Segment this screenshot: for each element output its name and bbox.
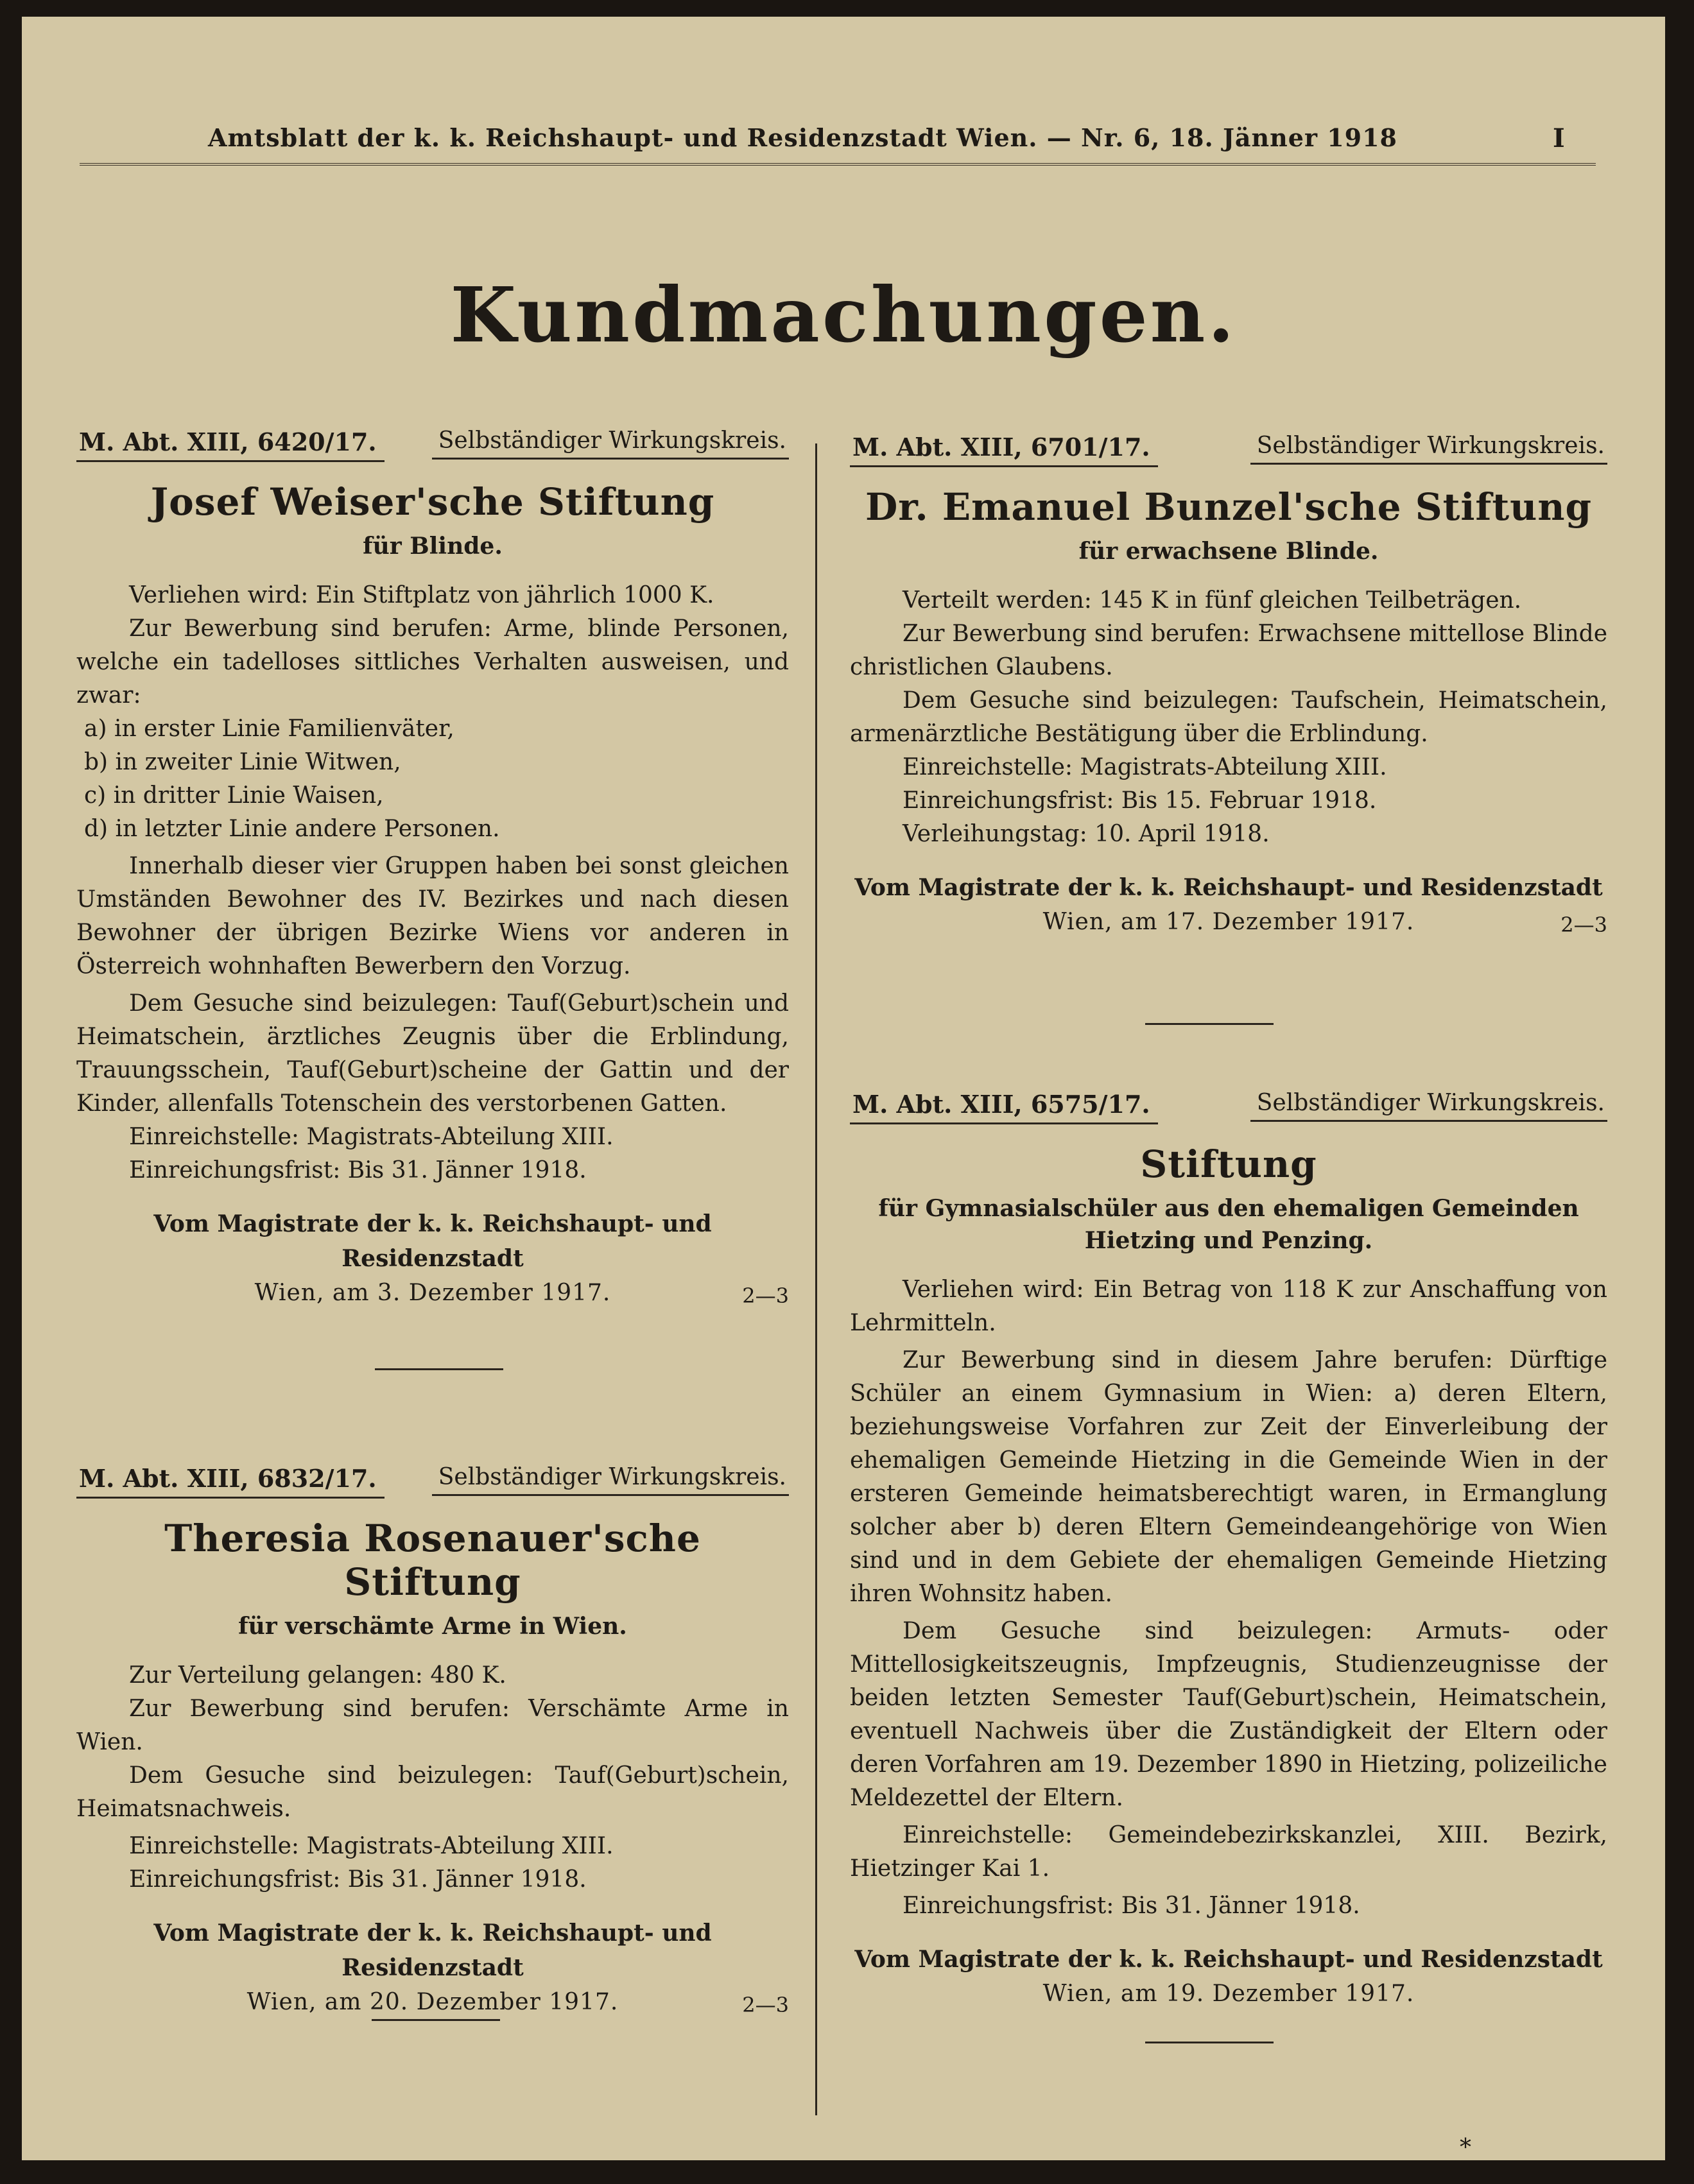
notice-date: Wien, am 19. Dezember 1917. [1042,1981,1415,2007]
notice-paragraph: Dem Gesuche sind beizulegen: Tauf(Geburt)schein und Heimatschein, ärztliches Zeugnis über die Erblindung, Trauungsschein, Tauf(Geburt)scheine der Gattin und der Kinder, allenfalls Totenschein des verstorbenen Gatten. [76,990,789,1117]
notice-subtitle: für erwachsene Blinde. [1078,538,1379,565]
notice-paragraph: Zur Verteilung gelangen: 480 K. [129,1662,506,1689]
list-item: d) in letzter Linie andere Personen. [84,816,500,842]
notice-deadline: Einreichungsfrist: Bis 31. Jänner 1918. [903,1893,1360,1919]
notice-submission-office: Einreichstelle: Magistrats-Abteilung XIII. [129,1124,614,1150]
main-title: Kundmachungen. [450,270,1237,359]
notice-paragraph: Dem Gesuche sind beizulegen: Taufschein, Heimatschein, armenärztliche Bestätigung über die Erblindung. [850,687,1607,747]
notice-subtitle: für Blinde. [363,533,503,560]
notice-subtitle: für verschämte Arme in Wien. [238,1613,627,1640]
notice-paragraph: Innerhalb dieser vier Gruppen haben bei sonst gleichen Umständen Bewohner des IV. Bezirkes und nach diesen Bewohner der übrigen Bezirke Wiens vor anderen in Österreich wohnhaften Bewerbern den Vorzug. [76,853,789,979]
notice-ref-number: M. Abt. XIII, 6701/17. [850,433,1158,467]
notice-paragraph: Verliehen wird: Ein Stiftplatz von jährlich 1000 K. [129,582,714,608]
separator-rule [372,2019,500,2021]
notice-body [76,579,789,1187]
notice-place-date [76,1985,789,2020]
notice-title: Dr. Emanuel Bunzel'sche Stiftung [865,485,1593,529]
notice-deadline: Einreichungsfrist: Bis 31. Jänner 1918. [129,1157,587,1183]
notice-insertion-number: 2—3 [742,1284,789,1308]
list-item: b) in zweiter Linie Witwen, [84,749,401,775]
notice-scope: Selbständiger Wirkungskreis. [1250,1090,1607,1122]
notice-authority: Vom Magistrate der k. k. Reichshaupt- und Residenzstadt [153,1210,712,1272]
notice-authority: Vom Magistrate der k. k. Reichshaupt- und Residenzstadt [153,1920,712,1981]
notice-date: Wien, am 3. Dezember 1917. [254,1280,611,1306]
notice-bunzel-stiftung [850,433,1607,940]
notice-ref-number: M. Abt. XIII, 6575/17. [850,1090,1158,1124]
notice-scope: Selbständiger Wirkungskreis. [432,1464,789,1496]
separator-rule [1145,1023,1274,1025]
notice-paragraph: Verteilt werden: 145 K in fünf gleichen Teilbeträgen. [903,587,1522,614]
list-item: a) in erster Linie Familienväter, [84,716,454,742]
notice-weiser-stiftung [76,427,789,1311]
notice-place-date [850,1977,1607,2011]
notice-date: Wien, am 17. Dezember 1917. [1042,909,1415,935]
notice-paragraph: Zur Bewerbung sind in diesem Jahre berufen: Dürftige Schüler an einem Gymnasium in Wien: a) deren Eltern, beziehungsweise Vorfahren zur Zeit der Einverleibung der ehemaligen Gemeinde Hietzing in die Gemeinde Wien in der ersteren Gemeinde heimatsberechtigt waren, in Ermanglung solcher aber b) deren Eltern Gemeindeangehörige von Wien sind und in dem Gebiete der ehemaligen Gemeinde Hietzing ihren Wohnsitz haben. [850,1347,1607,1607]
notice-paragraph: Dem Gesuche sind beizulegen: Armuts- oder Mittellosigkeitszeugnis, Impfzeugnis, Studienzeugnisse der beiden letzten Semester Tauf(Geburt)schein, Heimatschein, eventuell Nachweis über die Zuständigkeit der Eltern oder deren Vorfahren am 19. Dezember 1890 in Hietzing, polizeiliche Meldezettel der Eltern. [850,1618,1607,1811]
notice-ref-row [850,1090,1607,1131]
notice-insertion-number: 2—3 [742,1993,789,2017]
notice-authority: Vom Magistrate der k. k. Reichshaupt- und Residenzstadt [854,1946,1603,1973]
notice-scope: Selbständiger Wirkungskreis. [432,427,789,460]
notice-ref-row [76,427,789,469]
notice-ref-number: M. Abt. XIII, 6832/17. [76,1464,385,1499]
column-divider [815,443,817,2115]
notice-paragraph: Verliehen wird: Ein Betrag von 118 K zur Anschaffung von Lehrmitteln. [850,1277,1607,1336]
notice-place-date [76,1276,789,1311]
footer-mark: * [1460,2135,1471,2160]
notice-rosenauer-stiftung [76,1464,789,2020]
notice-submission-office: Einreichstelle: Gemeindebezirkskanzlei, XIII. Bezirk, Hietzinger Kai 1. [850,1822,1607,1882]
notice-body [850,584,1607,851]
notice-body [76,1659,789,1896]
notice-ref-row [850,433,1607,474]
notice-paragraph: Zur Bewerbung sind berufen: Erwachsene mittellose Blinde christlichen Glaubens. [850,621,1607,680]
notice-title: Josef Weiser'sche Stiftung [150,480,715,524]
notice-paragraph: Zur Bewerbung sind berufen: Arme, blinde Personen, welche ein tadelloses sittliches Verhalten ausweisen, und zwar: [76,615,789,709]
separator-rule [375,1368,503,1370]
newspaper-page [22,17,1665,2160]
list-item: c) in dritter Linie Waisen, [84,782,384,809]
notice-title: Stiftung [1140,1142,1317,1186]
running-head: Amtsblatt der k. k. Reichshaupt- und Residenzstadt Wien. — Nr. 6, 18. Jänner 1918 [208,123,1397,152]
notice-award-date: Verleihungstag: 10. April 1918. [903,821,1270,847]
notice-ref-number: M. Abt. XIII, 6420/17. [76,427,385,462]
notice-submission-office: Einreichstelle: Magistrats-Abteilung XIII. [129,1833,614,1859]
notice-scope: Selbständiger Wirkungskreis. [1250,433,1607,465]
notice-place-date [850,905,1607,940]
notice-date: Wien, am 20. Dezember 1917. [246,1989,619,2015]
notice-paragraph: Dem Gesuche sind beizulegen: Tauf(Geburt)schein, Heimatsnachweis. [76,1762,789,1822]
notice-subtitle: für Gymnasialschüler aus den ehemaligen Gemeinden Hietzing und Penzing. [878,1195,1579,1254]
notice-paragraph: Zur Bewerbung sind berufen: Verschämte Arme in Wien. [76,1696,789,1755]
notice-gymnasial-stiftung [850,1090,1607,2011]
header-rule [80,163,1596,166]
separator-rule [1145,2042,1274,2043]
notice-authority: Vom Magistrate der k. k. Reichshaupt- und Residenzstadt [854,874,1603,901]
notice-deadline: Einreichungsfrist: Bis 31. Jänner 1918. [129,1866,587,1893]
notice-submission-office: Einreichstelle: Magistrats-Abteilung XIII. [903,754,1387,780]
notice-body [850,1273,1607,1923]
notice-insertion-number: 2—3 [1560,913,1607,937]
notice-title: Theresia Rosenauer'sche Stiftung [164,1517,701,1604]
notice-deadline: Einreichungsfrist: Bis 15. Februar 1918. [903,787,1377,814]
page-number: I [1553,123,1565,153]
notice-ref-row [76,1464,789,1505]
